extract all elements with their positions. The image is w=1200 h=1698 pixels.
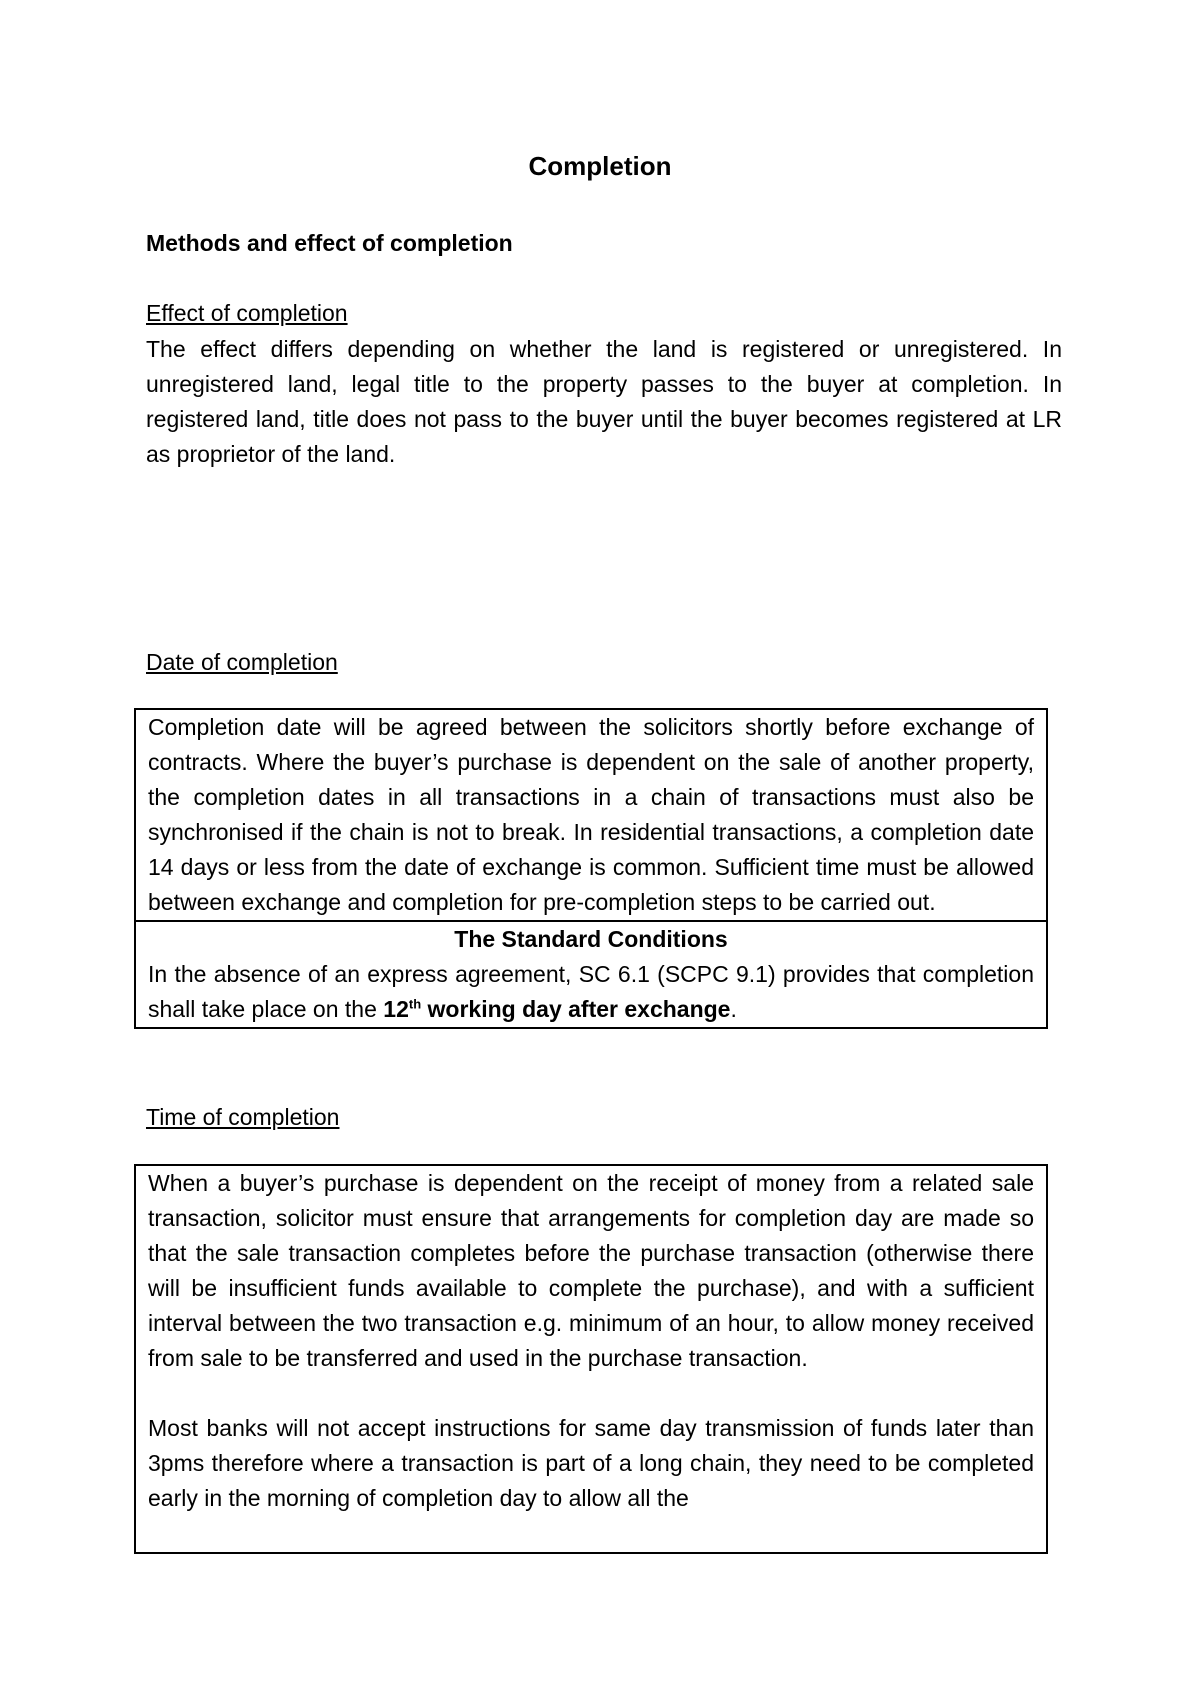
date-box-text: Completion date will be agreed between the solicitors shortly before exchange of contracts. Where the buyer’s purchase is dependent on the sale of another property, the completion dates in all transactions in a chain of transactions must also be synchronised if the chain is not to break. In residential transactions, a completion date 14 days or less from the date of exchange is common. Sufficient time must be allowed between exchange and completion for pre-completion steps to be carried out. <box>148 714 1034 915</box>
date-box <box>134 708 1048 1029</box>
time-box <box>134 1164 1048 1554</box>
time-paragraph-2: Most banks will not accept instructions for same day transmission of funds later than 3pms therefore where a transaction is part of a long chain, they need to be completed early in the morning of completion day to allow all the <box>148 1415 1034 1511</box>
sc-day-suffix: th <box>408 996 422 1012</box>
standard-conditions-cell <box>136 920 1046 1027</box>
date-heading: Date of completion <box>146 649 338 675</box>
effect-heading: Effect of completion <box>146 300 348 326</box>
page-title: Completion <box>528 151 672 181</box>
effect-paragraph: The effect differs depending on whether the land is registered or unregistered. In unregistered land, legal title to the property passes to the buyer at completion. In registered land, title does not pass to the buyer until the buyer becomes registered at LR as proprietor of the land. <box>146 336 1062 467</box>
time-box-content <box>136 1166 1046 1516</box>
sc-text-before: In the absence of an express agreement, SC 6.1 (SCPC 9.1) provides that completion shall take place on the <box>148 961 1034 1022</box>
section-heading: Methods and effect of completion <box>146 230 513 256</box>
standard-conditions-text <box>148 957 1034 1027</box>
time-paragraph-1: When a buyer’s purchase is dependent on the receipt of money from a related sale transaction, solicitor must ensure that arrangements for completion day are made so that the sale transaction completes before the purchase transaction (otherwise there will be insufficient funds available to complete the purchase), and with a sufficient interval between the two transaction e.g. minimum of an hour, to allow money received from sale to be transferred and used in the purchase transaction. <box>148 1170 1034 1371</box>
sc-bold-text: working day after exchange <box>421 996 731 1022</box>
time-heading: Time of completion <box>146 1104 340 1130</box>
sc-end: . <box>730 996 737 1022</box>
standard-conditions-heading: The Standard Conditions <box>454 926 728 952</box>
sc-day: 12 <box>383 996 409 1022</box>
